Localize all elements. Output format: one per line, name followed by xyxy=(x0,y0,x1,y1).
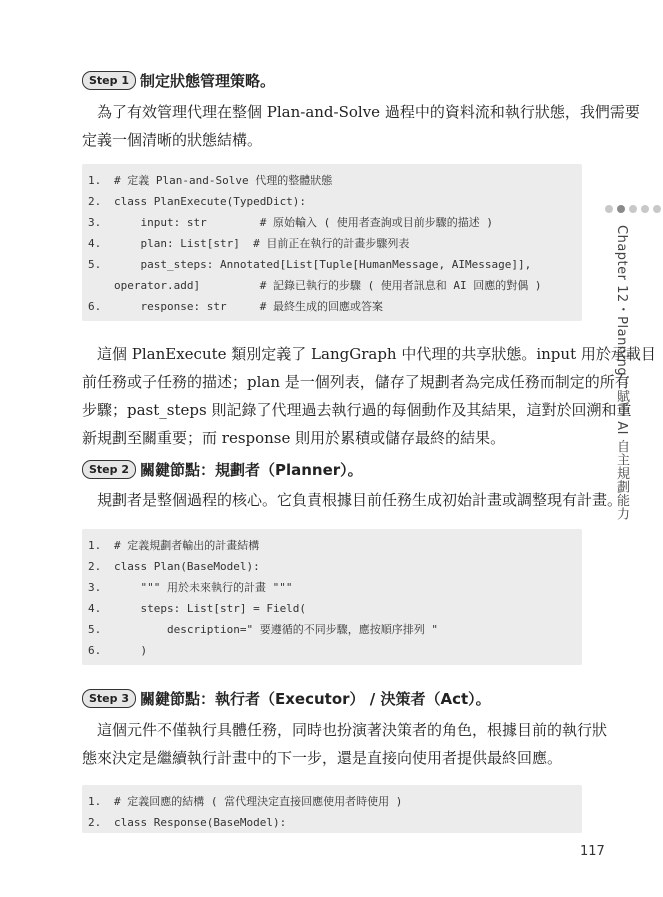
step-badge: Step 3 xyxy=(82,689,136,708)
code-line: 5. description=" 要遵循的不同步驟，應按順序排列 " xyxy=(88,623,438,636)
chapter-progress-dots xyxy=(605,205,661,213)
text-line: 前任務或子任務的描述；plan 是一個列表，儲存了規劃者為完成任務而制定的所有 xyxy=(82,373,630,391)
code-line: 2. class PlanExecute(TypedDict): xyxy=(88,195,307,208)
code-line: 1. # 定義回應的結構 ( 當代理決定直接回應使用者時使用 ) xyxy=(88,795,403,808)
text-line: 規劃者是整個過程的核心。它負責根據目前任務生成初始計畫或調整現有計畫。 xyxy=(97,491,623,509)
page-number: 117 xyxy=(580,844,605,859)
code-line: 2. class Response(BaseModel): xyxy=(88,816,287,829)
progress-dot-active xyxy=(617,205,625,213)
paragraph-planner xyxy=(82,486,623,514)
step-3-heading xyxy=(82,688,491,709)
code-block-plan-execute xyxy=(82,164,582,321)
text-line: 為了有效管理代理在整個 Plan-and-Solve 過程中的資料流和執行狀態，我們需要 xyxy=(97,103,640,121)
text-line: 態來決定是繼續執行計畫中的下一步，還是直接向使用者提供最終回應。 xyxy=(82,749,563,767)
code-block-response xyxy=(82,785,582,833)
paragraph-state-intro xyxy=(82,98,640,154)
paragraph-plan-execute-explanation xyxy=(82,340,656,452)
text-line: 步驟；past_steps 則記錄了代理過去執行過的每個動作及其結果，這對於回溯和重 xyxy=(82,401,632,419)
code-line: 3. """ 用於未來執行的計畫 """ xyxy=(88,581,293,594)
step-title: 關鍵節點：規劃者（Planner）。 xyxy=(140,461,363,479)
code-line: 4. steps: List[str] = Field( xyxy=(88,602,307,615)
progress-dot xyxy=(629,205,637,213)
code-line: operator.add] # 記錄已執行的步驟 ( 使用者訊息和 AI 回應的對偶 ) xyxy=(114,279,542,292)
text-line: 這個元件不僅執行具體任務，同時也扮演著決策者的角色，根據目前的執行狀 xyxy=(97,721,608,739)
text-line: 新規劃至關重要；而 response 則用於累積或儲存最終的結果。 xyxy=(82,429,506,447)
code-line: 1. # 定義 Plan-and-Solve 代理的整體狀態 xyxy=(88,174,333,187)
code-line: 3. input: str # 原始輸入 ( 使用者查詢或目前步驟的描述 ) xyxy=(88,216,494,229)
code-line: 4. plan: List[str] # 目前正在執行的計畫步驟列表 xyxy=(88,237,410,250)
step-2-heading xyxy=(82,459,363,480)
paragraph-executor xyxy=(82,716,608,772)
code-line: 1. # 定義規劃者輸出的計畫結構 xyxy=(88,539,260,552)
code-line: 5. past_steps: Annotated[List[Tuple[HumanMessage, AIMessage]], xyxy=(88,258,532,271)
code-block-plan xyxy=(82,529,582,665)
step-badge: Step 2 xyxy=(82,460,136,479)
progress-dot xyxy=(605,205,613,213)
step-title: 關鍵節點：執行者（Executor） / 決策者（Act）。 xyxy=(140,690,491,708)
code-line: 6. ) xyxy=(88,644,148,657)
progress-dot xyxy=(641,205,649,213)
code-line: 6. response: str # 最終生成的回應或答案 xyxy=(88,300,383,313)
chapter-side-title: Chapter 12・Planning：賦予 AI 自主規劃能力 xyxy=(614,225,629,521)
step-1-heading xyxy=(82,70,275,91)
step-badge: Step 1 xyxy=(82,71,136,90)
step-title: 制定狀態管理策略。 xyxy=(140,72,276,90)
text-line: 這個 PlanExecute 類別定義了 LangGraph 中代理的共享狀態。input 用於承載目 xyxy=(97,345,656,363)
code-line: 2. class Plan(BaseModel): xyxy=(88,560,260,573)
text-line: 定義一個清晰的狀態結構。 xyxy=(82,131,263,149)
progress-dot xyxy=(653,205,661,213)
